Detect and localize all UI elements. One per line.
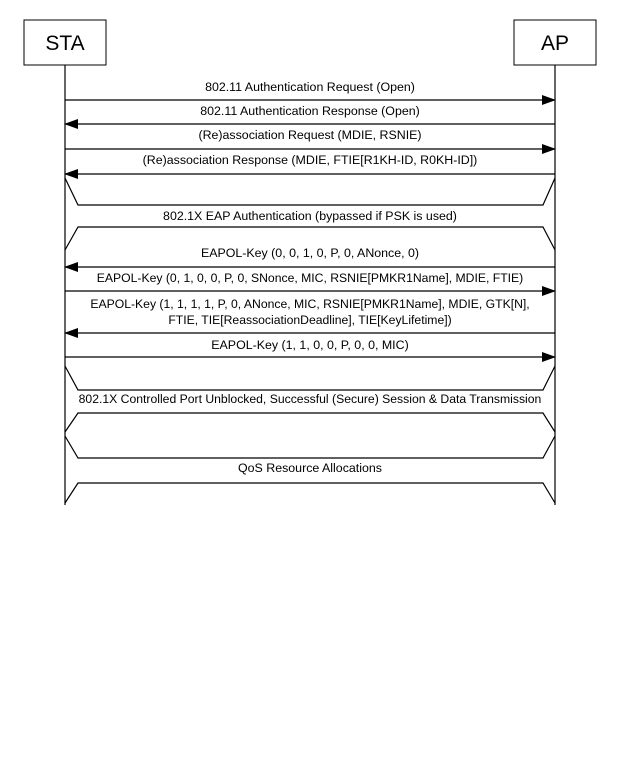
msg-reassoc-response-label: (Re)association Response (MDIE, FTIE[R1KH-ID, R0KH-ID]) (142, 153, 478, 167)
controlled-port-block (65, 366, 555, 432)
ap-box (514, 20, 596, 65)
msg-eapol-3-label-line1: EAPOL-Key (1, 1, 1, 1, P, 0, ANonce, MIC, RSNIE[PMKR1Name], MDIE, GTK[N], (90, 297, 530, 311)
eap-authentication-label: 802.1X EAP Authentication (bypassed if PSK is used) (163, 209, 457, 223)
sta-label: STA (45, 32, 85, 55)
eap-authentication-block (65, 178, 555, 250)
msg-eapol-2-label: EAPOL-Key (0, 1, 0, 0, P, 0, SNonce, MIC, RSNIE[PMKR1Name], MDIE, FTIE) (96, 271, 524, 285)
msg-auth-response-label: 802.11 Authentication Response (Open) (200, 104, 420, 118)
qos-allocations-block (65, 436, 555, 503)
ap-label: AP (540, 32, 570, 55)
controlled-port-label: 802.1X Controlled Port Unblocked, Successful (Secure) Session & Data Transmission (78, 392, 542, 406)
msg-eapol-4-label: EAPOL-Key (1, 1, 0, 0, P, 0, 0, MIC) (211, 338, 409, 352)
msg-auth-request-label: 802.11 Authentication Request (Open) (205, 80, 415, 94)
msg-eapol-1-label: EAPOL-Key (0, 0, 1, 0, P, 0, ANonce, 0) (200, 246, 420, 260)
qos-allocations-label: QoS Resource Allocations (238, 461, 382, 475)
msg-reassoc-request-label: (Re)association Request (MDIE, RSNIE) (198, 128, 422, 142)
msg-eapol-3-label-line2: FTIE, TIE[ReassociationDeadline], TIE[KeyLifetime]) (168, 313, 452, 327)
sta-box (24, 20, 106, 65)
